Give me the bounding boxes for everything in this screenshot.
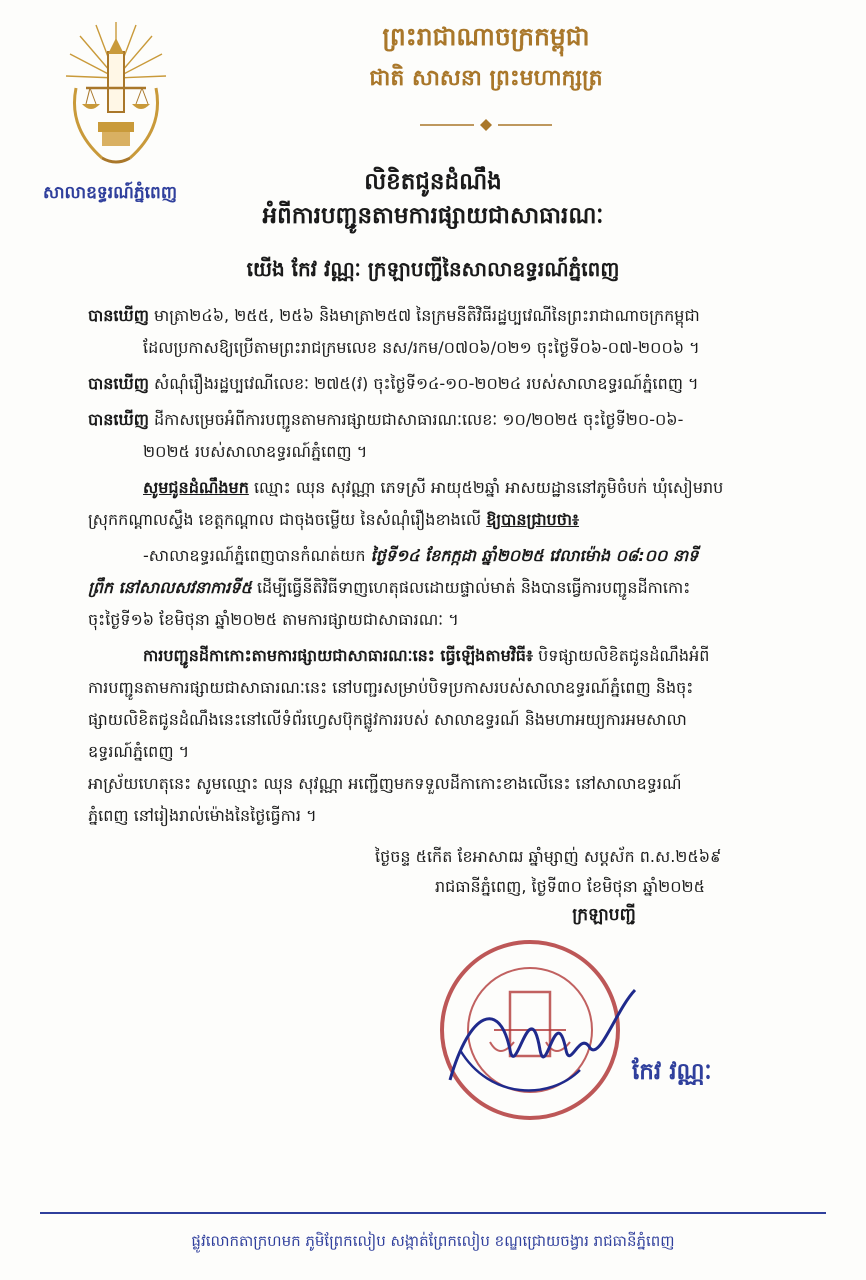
document-subtitle: អំពីការបញ្ជូនតាមការផ្សាយជាសាធារណៈ [262, 203, 604, 229]
court-name: សាលាឧទ្ធរណ៍ភ្នំពេញ [42, 183, 178, 203]
method-clause-3: ផ្សាយលិខិតជូនដំណឹងនេះនៅលើទំព័រហ្វេសប៊ុកផ្លូវការរបស់ សាលាឧទ្ធរណ៍ និងមហាអយ្យការអមសាលា [88, 710, 687, 729]
ornament-divider-icon [420, 118, 552, 132]
footer-address: ផ្លូវលោកតាក្រហមក ភូមិព្រែកលៀប សង្កាត់ព្រែកលៀប ខណ្ឌជ្រោយចង្វារ រាជធានីភ្នំពេញ [191, 1232, 675, 1250]
method-label: ការបញ្ជូនដីកាកោះតាមការផ្សាយជាសាធារណៈនេះ ធ្វើឡើងតាមវិធី៖ [143, 646, 533, 665]
issuer-line: យើង កែវ វណ្ណៈ ក្រឡាបញ្ជីនៃសាលាឧទ្ធរណ៍ភ្នំពេញ [246, 257, 620, 281]
date-block [375, 842, 815, 902]
notify-text-2: ស្រុកកណ្តាលស្ទឹង ខេត្តកណ្តាល ជាចុងចម្លើយ នៃសំណុំរឿងខាងលើ [88, 510, 487, 529]
hearing-text-2: ដើម្បីធ្វើនីតិវិធីទាញហេតុផលដោយផ្ទាល់មាត់ និងបានធ្វើការបញ្ជូនដីកាកោះ [251, 578, 691, 597]
seen-label: បានឃើញ [88, 306, 149, 325]
notify-emphasis: ឱ្យបានជ្រាបថា៖ [486, 510, 579, 529]
hearing-datetime: ថ្ងៃទី១៤ ខែកក្កដា ឆ្នាំ២០២៥ វេលាម៉ោង ០៨:០០ នាទី [370, 546, 699, 565]
closing-clause-cont: ភ្នំពេញ នៅរៀងរាល់ម៉ោងនៃថ្ងៃធ្វើការ ។ [88, 806, 317, 825]
method-clause [143, 640, 709, 672]
seen-clause-3-cont: ២០២៥ របស់សាលាឧទ្ធរណ៍ភ្នំពេញ ។ [143, 442, 368, 461]
court-emblem-icon [62, 18, 170, 168]
notify-text: ឈ្មោះ ឈុន សុវណ្ណា ភេទស្រី អាយុ៥២ឆ្នាំ អាសយដ្ឋាននៅភូមិចំបក់ ឃុំសៀមរាប [248, 478, 724, 497]
kingdom-name: ព្រះរាជាណាចក្រកម្ពុជា [382, 22, 590, 51]
seen-label: បានឃើញ [88, 410, 149, 429]
hearing-room: ព្រឹក នៅសាលសវនាការទី៥ [88, 578, 252, 597]
signer-name: កែវ វណ្ណៈ [632, 1059, 712, 1085]
seen-clause-1-cont: ដែលប្រកាសឱ្យប្រើតាមព្រះរាជក្រមលេខ នស/រកម/០៧០៦/០២១ ចុះថ្ងៃទី០៦-០៧-២០០៦ ។ [143, 338, 700, 357]
seen-label: បានឃើញ [88, 374, 149, 393]
clerk-title: ក្រឡាបញ្ជី [572, 905, 636, 925]
national-motto: ជាតិ សាសនា ព្រះមហាក្សត្រ [369, 66, 603, 91]
lunar-date: ថ្ងៃចន្ទ ៥កើត ខែអាសាឍ ឆ្នាំម្សាញ់ សប្តស័ក ព.ស.២៥៦៩ [375, 847, 722, 866]
closing-clause: អាស្រ័យហេតុនេះ សូមឈ្មោះ ឈុន សុវណ្ណា អញ្ជើញមកទទួលដីកាកោះខាងលើនេះ នៅសាលាឧទ្ធរណ៍ [88, 774, 682, 793]
hearing-clause-cont [88, 572, 690, 604]
method-text: បិទផ្សាយលិខិតជូនដំណឹងអំពី [532, 646, 710, 665]
court-seal-icon [430, 930, 640, 1130]
hearing-clause-end: ចុះថ្ងៃទី១៦ ខែមិថុនា ឆ្នាំ២០២៥ តាមការផ្សាយជាសាធារណៈ ។ [88, 610, 459, 629]
seen-1-text: មាត្រា២៤៦, ២៥៥, ២៥៦ និងមាត្រា២៥៧ នៃក្រមនីតិវិធីរដ្ឋប្បវេណីនៃព្រះរាជាណាចក្រកម្ពុជា [148, 306, 700, 325]
method-clause-4: ឧទ្ធរណ៍ភ្នំពេញ ។ [88, 742, 190, 761]
document-title: លិខិតជូនដំណឹង [364, 169, 502, 195]
seen-3-text: ដីកាសម្រេចអំពីការបញ្ជូនតាមការផ្សាយជាសាធារណៈលេខៈ ១០/២០២៥ ចុះថ្ងៃទី២០-០៦- [148, 410, 684, 429]
hearing-clause [143, 540, 698, 572]
hearing-text: -សាលាឧទ្ធរណ៍ភ្នំពេញបានកំណត់យក [143, 546, 371, 565]
method-clause-2: ការបញ្ជូនតាមការផ្សាយជាសាធារណៈនេះ នៅបញ្ជរសម្រាប់បិទប្រកាសរបស់សាលាឧទ្ធរណ៍ភ្នំពេញ និងចុះ [88, 678, 694, 697]
seen-2-text: សំណុំរឿងរដ្ឋប្បវេណីលេខៈ ២៧៥(វ) ចុះថ្ងៃទី១៤-១០-២០២៤ របស់សាលាឧទ្ធរណ៍ភ្នំពេញ ។ [148, 374, 699, 393]
notify-paragraph [143, 472, 723, 504]
seen-clause-3 [88, 404, 683, 436]
footer-divider [40, 1212, 826, 1214]
notify-paragraph-cont [88, 504, 579, 536]
solar-date: រាជធានីភ្នំពេញ, ថ្ងៃទី៣០ ខែមិថុនា ឆ្នាំ២០២៥ [435, 877, 705, 896]
seen-clause-2 [88, 368, 699, 400]
seen-clause-1 [88, 300, 700, 332]
notify-label: សូមជូនដំណឹងមក [143, 478, 249, 497]
